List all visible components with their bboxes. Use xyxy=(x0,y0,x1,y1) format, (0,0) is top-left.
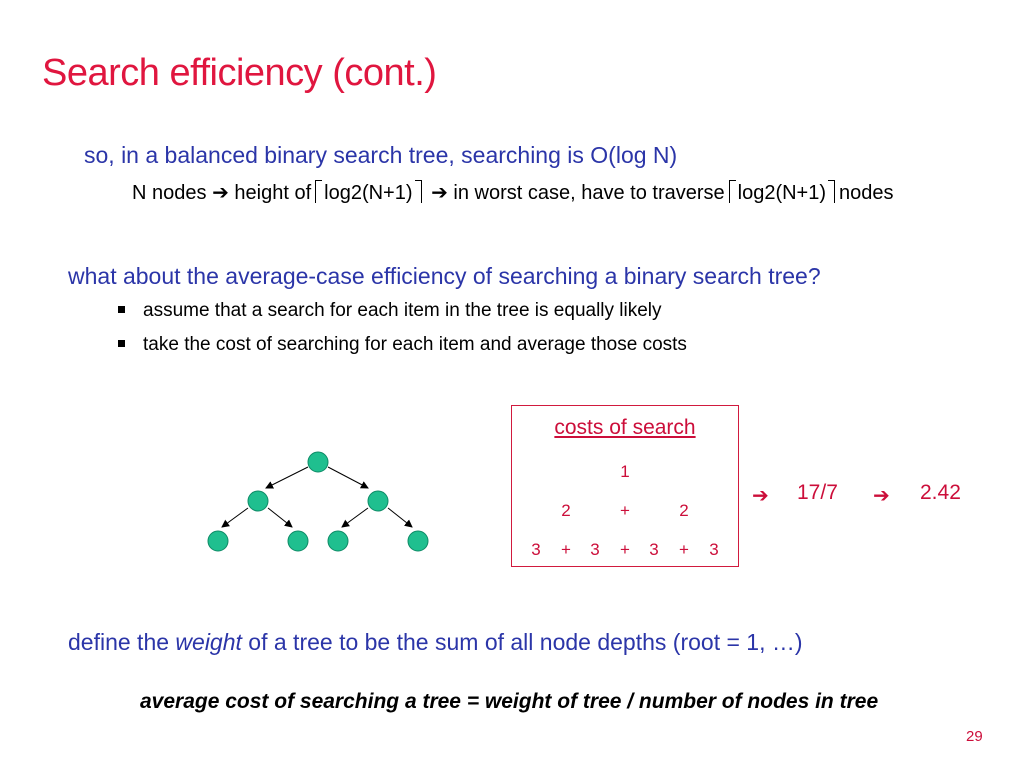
balanced-tree-statement: so, in a balanced binary search tree, searching is O(log N) xyxy=(84,142,678,168)
tree-edge xyxy=(268,508,292,527)
tree-edge xyxy=(388,508,412,527)
weight-term: weight xyxy=(175,629,242,655)
tree-node xyxy=(368,491,388,511)
bullet-text: assume that a search for each item in the tree is equally likely xyxy=(143,300,662,321)
slide-title: Search efficiency (cont.) xyxy=(42,52,437,94)
tree-edge xyxy=(328,467,368,488)
cost-plus: + xyxy=(620,501,630,520)
tree-node xyxy=(408,531,428,551)
cost-value: 3 xyxy=(709,540,719,559)
tree-node xyxy=(208,531,228,551)
right-arrow-icon: ➔ xyxy=(752,485,769,507)
ceiling-right-icon xyxy=(415,180,422,203)
page-number: 29 xyxy=(966,728,983,745)
ceiling-right-icon xyxy=(828,180,835,203)
bullet-item xyxy=(118,334,687,356)
right-arrow-icon: ➔ xyxy=(431,182,448,204)
ceiling-left-icon xyxy=(729,180,736,203)
right-arrow-icon: ➔ xyxy=(873,485,890,507)
worst-case-line xyxy=(132,180,894,205)
costs-heading: costs of search xyxy=(554,416,696,439)
bullet-item xyxy=(118,300,662,322)
cost-value: 1 xyxy=(620,462,630,481)
cost-plus: + xyxy=(679,540,689,559)
cost-plus: + xyxy=(561,540,571,559)
weight-definition-pre: define the xyxy=(68,629,176,655)
tree-edge xyxy=(266,467,308,488)
right-arrow-icon: ➔ xyxy=(212,182,229,204)
worst-case-text: in worst case, have to traverse xyxy=(453,182,725,204)
ceiling-left-icon xyxy=(315,180,322,203)
tree-node xyxy=(288,531,308,551)
bullet-square-icon xyxy=(118,340,125,347)
tree-node-root xyxy=(308,452,328,472)
tree-edge xyxy=(342,508,368,527)
log-expression: log2(N+1) xyxy=(324,182,413,204)
cost-value: 3 xyxy=(649,540,659,559)
nodes-text: nodes xyxy=(839,182,894,204)
n-nodes-text: N nodes xyxy=(132,182,207,204)
bullet-square-icon xyxy=(118,306,125,313)
tree-node xyxy=(248,491,268,511)
weight-definition xyxy=(68,629,803,656)
weight-definition-post: of a tree to be the sum of all node depths (root = 1, …) xyxy=(241,629,803,655)
cost-value: 2 xyxy=(561,501,571,520)
cost-value: 3 xyxy=(531,540,541,559)
cost-plus: + xyxy=(620,540,630,559)
average-cost-formula: average cost of searching a tree = weight of tree / number of nodes in tree xyxy=(140,690,879,713)
height-of-text: height of xyxy=(234,182,312,204)
average-value: 2.42 xyxy=(920,481,961,504)
bullet-text: take the cost of searching for each item and average those costs xyxy=(143,334,687,355)
costs-of-search-box xyxy=(511,405,739,567)
binary-tree-diagram xyxy=(200,445,440,560)
tree-node xyxy=(328,531,348,551)
tree-edge xyxy=(222,508,248,527)
cost-value: 3 xyxy=(590,540,600,559)
log-expression: log2(N+1) xyxy=(737,182,827,204)
average-case-question: what about the average-case efficiency of searching a binary search tree? xyxy=(68,263,821,289)
average-fraction: 17/7 xyxy=(797,481,838,504)
cost-value: 2 xyxy=(679,501,689,520)
